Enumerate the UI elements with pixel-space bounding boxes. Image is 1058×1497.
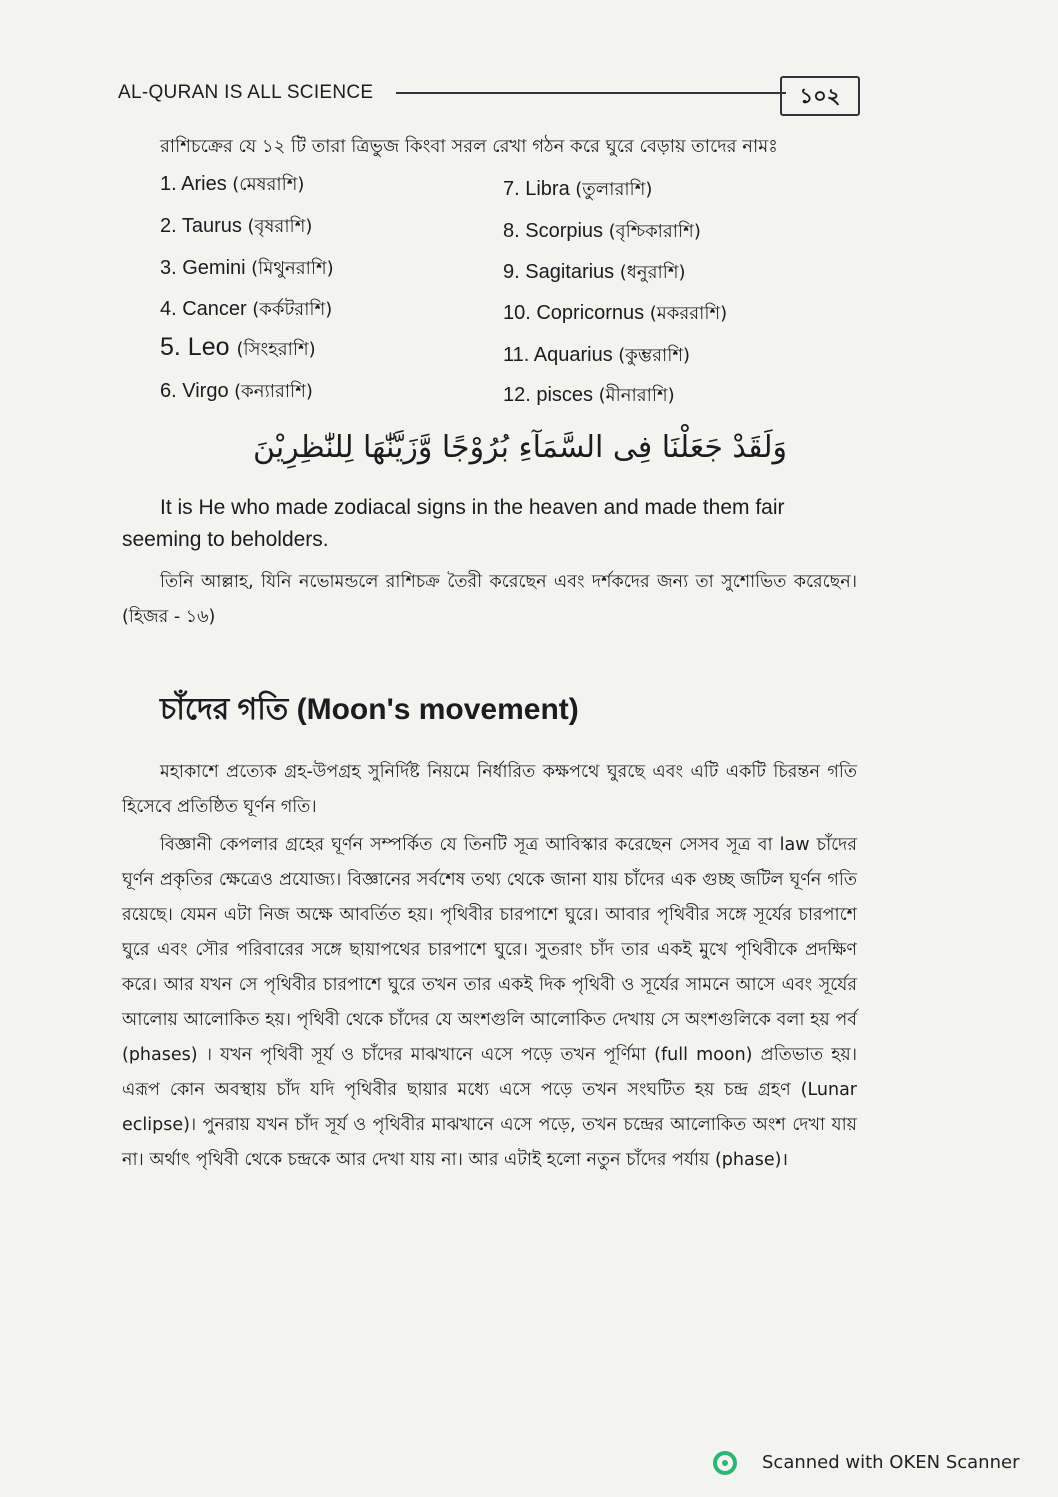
zodiac-item xyxy=(503,258,686,289)
zodiac-item xyxy=(160,170,304,201)
zodiac-item xyxy=(503,299,727,330)
zodiac-name: 3. Gemini xyxy=(160,257,246,279)
zodiac-bangla: (মিথুনরাশি) xyxy=(251,258,334,279)
zodiac-name: 10. Copricornus xyxy=(503,302,645,324)
zodiac-item xyxy=(503,381,675,412)
zodiac-bangla: (কুম্ভরাশি) xyxy=(618,345,691,366)
zodiac-item xyxy=(160,254,334,285)
verse-english-translation: It is He who made zodiacal signs in the heaven and made them fair seeming to beholders. xyxy=(122,496,785,551)
zodiac-item xyxy=(503,175,652,206)
zodiac-bangla: (মকররাশি) xyxy=(649,303,728,324)
scanner-text: Scanned with OKEN Scanner xyxy=(762,1452,1020,1473)
running-title: AL-QURAN IS ALL SCIENCE xyxy=(118,82,374,103)
verse-bangla-translation: তিনি আল্লাহ, যিনি নভোমন্ডলে রাশিচক্র তৈরী করেছেন এবং দর্শকদের জন্য তা সুশোভিত করেছেন। (হিজর - ১৬) xyxy=(122,572,857,627)
zodiac-bangla: (কর্কটরাশি) xyxy=(252,299,333,320)
zodiac-intro: রাশিচক্রের যে ১২ টি তারা ত্রিভুজ কিংবা সরল রেখা গঠন করে ঘুরে বেড়ায় তাদের নামঃ xyxy=(160,136,778,157)
zodiac-name: 9. Sagitarius xyxy=(503,261,615,283)
running-header xyxy=(118,76,858,116)
section-heading: চাঁদের গতি (Moon's movement) xyxy=(160,693,579,726)
zodiac-bangla: (মেষরাশি) xyxy=(232,174,305,195)
zodiac-name: 11. Aquarius xyxy=(503,344,613,366)
zodiac-item xyxy=(160,295,332,326)
zodiac-name: 8. Scorpius xyxy=(503,220,604,242)
quran-verse-arabic: وَلَقَدْ جَعَلْنَا فِى السَّمَآءِ بُرُوْجًا وَّزَيَّنّٰهَا لِلنّٰظِرِيْنَ xyxy=(253,430,787,465)
zodiac-item xyxy=(160,212,312,243)
zodiac-name: 7. Libra xyxy=(503,178,570,200)
zodiac-bangla: (বৃষরাশি) xyxy=(247,216,313,237)
zodiac-item xyxy=(160,377,313,408)
body-paragraph: মহাকাশে প্রত্যেক গ্রহ-উপগ্রহ সুনির্দিষ্ট নিয়মে নির্ধারিত কক্ষপথে ঘুরছে এবং এটি একটি চিরন্তন গতি হিসেবে প্রতিষ্ঠিত ঘূর্ণন গতি। xyxy=(122,762,857,817)
page-number: ১০২ xyxy=(780,76,860,116)
zodiac-name: 6. Virgo xyxy=(160,380,229,402)
zodiac-name: 4. Cancer xyxy=(160,298,247,320)
zodiac-bangla: (মীনারাশি) xyxy=(598,385,675,406)
scanner-logo-icon xyxy=(712,1450,738,1476)
zodiac-name: 5. Leo xyxy=(160,333,230,361)
zodiac-bangla: (তুলারাশি) xyxy=(575,179,653,200)
zodiac-item xyxy=(160,333,316,366)
zodiac-bangla: (বৃশ্চিকারাশি) xyxy=(608,221,701,242)
zodiac-name: 2. Taurus xyxy=(160,215,242,237)
header-rule xyxy=(396,92,786,94)
zodiac-bangla: (ধনুরাশি) xyxy=(619,262,686,283)
scanner-watermark xyxy=(712,1448,1042,1478)
zodiac-bangla: (কন্যারাশি) xyxy=(234,381,313,402)
zodiac-item xyxy=(503,341,690,372)
zodiac-item xyxy=(503,217,701,248)
zodiac-bangla: (সিংহরাশি) xyxy=(236,339,316,360)
zodiac-name: 12. pisces xyxy=(503,384,594,406)
body-paragraph: বিজ্ঞানী কেপলার গ্রহের ঘূর্ণন সম্পর্কিত যে তিনটি সূত্র আবিস্কার করেছেন সেসব সূত্র বা law চাঁদের ঘূর্ণন প্রকৃতির ক্ষেত্রেও প্রযোজ্য। বিজ্ঞানের সর্বশেষ তথ্য থেকে জানা যায় চাঁদের এক গুচ্ছ জটিল ঘূর্ণন গতি রয়েছে। যেমন এটা নিজ অক্ষে আবর্তিত হয়। পৃথিবীর চারপাশে ঘুরে। আবার পৃথিবীর সঙ্গে সূর্যের চারপাশে ঘুরে এবং সৌর পরিবারের সঙ্গে ছায়াপথের চারপাশে ঘুরে। সুতরাং চাঁদ তার একই মুখে পৃথিবীকে প্রদক্ষিণ করে। আর যখন সে পৃথিবীর চারপাশে ঘুরে তখন তার একই দিক পৃথিবী ও সূর্যের সামনে আসে এবং সূর্যের আলোয় আলোকিত হয়। পৃথিবী থেকে চাঁদের যে অংশগুলি আলোকিত দেখায় সে অংশগুলিকে বলা হয় পর্ব (phases) । যখন পৃথিবী সূর্য ও চাঁদের মাঝখানে এসে পড়ে তখন পূর্ণিমা (full moon) প্রতিভাত হয়। এরূপ কোন অবস্থায় চাঁদ যদি পৃথিবীর ছায়ার মধ্যে এসে পড়ে তখন সংঘটিত হয় চন্দ্র গ্রহণ (Lunar eclipse)। পুনরায় যখন চাঁদ সূর্য ও পৃথিবীর মাঝখানে এসে পড়ে, তখন চন্দ্রের আলোকিত অংশ দেখা যায় না। অর্থাৎ পৃথিবী থেকে চন্দ্রকে আর দেখা যায় না। আর এটাই হলো নতুন চাঁদের পর্যায় (phase)। xyxy=(122,835,857,1170)
zodiac-name: 1. Aries xyxy=(160,173,227,195)
